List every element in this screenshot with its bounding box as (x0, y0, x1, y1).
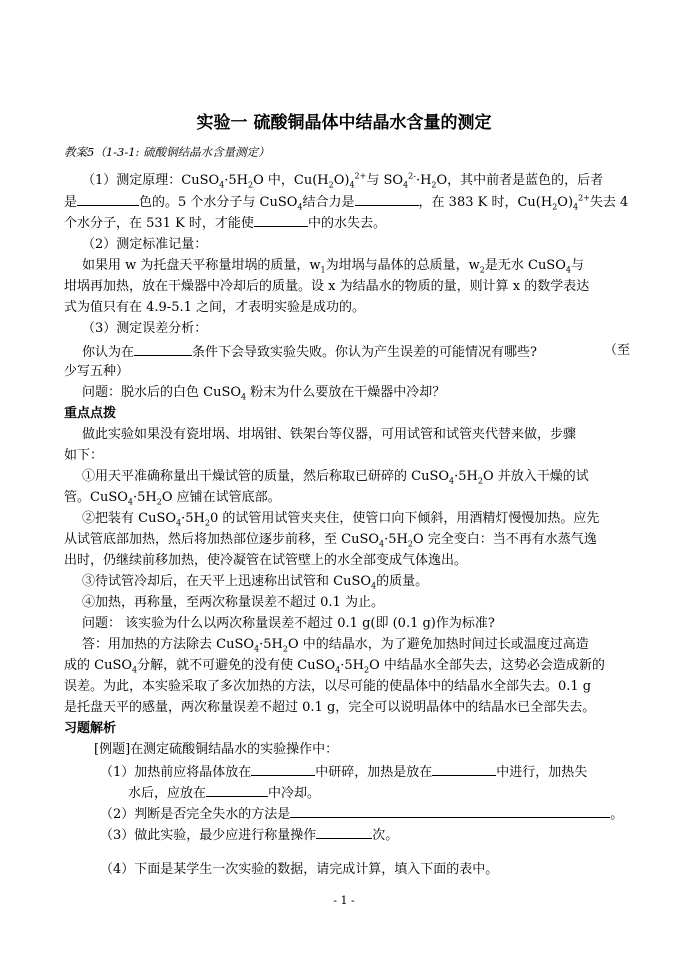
key-line: 如下： (64, 448, 104, 463)
exercise-q4: （4）下面是某学生一次实验的数据，请完成计算，填入下面的表中。 (100, 862, 499, 877)
step-1-line-1: ①用天平准确称量出干燥试管的质量，然后称取已研碎的 $CuSO_4\cdot 5H_2O$ 并放入干燥的试 (82, 469, 589, 486)
step-4-line: ④加热，再称量，至两次称量误差不超过 0.1 为止。 (82, 595, 384, 610)
step-2-line-2: 从试管底部加热，然后将加热部位逐步前移，至 $CuSO_4\cdot 5H_2O$ 完全变白：当不再有水蒸气逸 (64, 532, 597, 549)
exercise-heading: 习题解析 (64, 721, 117, 736)
answer-blank[interactable] (316, 825, 372, 839)
section-heading: （3）测定误差分析： (82, 321, 208, 336)
page-number: - 1 - (333, 894, 355, 907)
answer-blank[interactable] (134, 342, 192, 356)
example-intro: [例题]在测定硫酸铜结晶水的实验操作中： (94, 742, 339, 757)
answer-blank[interactable] (254, 213, 308, 227)
answer-line-3: 误差。为此，本实验采取了多次加热的方法，以尽可能的使晶体中的结晶水全部失去。0.1 g (64, 679, 592, 694)
answer-line-4: 是托盘天平的感量，两次称量误差不超过 0.1 g，完全可以说明晶体中的结晶水已全部失去。 (64, 700, 596, 715)
step-2-line-3: 出时，仍继续前移加热，使冷凝管在试管壁上的水全部变成气体逸出。 (64, 553, 468, 568)
error-line-1: 你认为在 条件下会导致实验失败。你认为产生误差的可能情况有哪些? （至 (82, 343, 630, 360)
key-line: 做此实验如果没有瓷坩埚、坩埚钳、铁架台等仪器，可用试管和试管夹代替来做，步骤 (82, 427, 577, 442)
step-2-line-1: ②把装有 $CuSO_4\cdot 5H_20$ 的试管用试管夹夹住，使管口向下倾斜，用酒精灯慢慢加热。应先 (82, 511, 600, 528)
standard-line-3: 式为值只有在 4.9-5.1 之间，才表明实验是成功的。 (64, 300, 366, 315)
answer-blank[interactable] (251, 762, 315, 776)
answer-blank[interactable] (355, 192, 419, 206)
key-question: 问题： 该实验为什么以两次称量误差不超过 0.1 g(即 (0.1 g)作为标准? (82, 616, 495, 631)
exercise-q3: （3）做此实验，最少应进行称量操作 次。 (100, 825, 398, 845)
error-line-2: 少写五种） (64, 364, 130, 379)
answer-line-2: 成的 CuSO$_4$分解，就不可避免的没有使 $CuSO_4\cdot 5H_2O$ 中结晶水全部失去，这势必会造成新的 (64, 658, 605, 675)
principle-line-1: （1）测定原理：$CuSO_4\cdot 5H_2O$ 中，$Cu(H_2O)_4^{2+}$与 $SO_4^{2-}\cdot H_2O$，其中前者是蓝色的，后者 (82, 171, 604, 190)
principle-line-2: 是 色的。5 个水分子与 CuSO$_4$结合力是 ，在 383 K 时，$Cu(H_2O)_4^{2+}$失去 4 (64, 193, 629, 212)
standard-line-2: 坩埚再加热，放在干燥器中冷却后的质量。设 x 为结晶水的物质的量，则计算 x 的数学表达 (64, 279, 590, 294)
answer-blank[interactable] (206, 783, 268, 797)
error-question: 问题：脱水后的白色 CuSO$_4$ 粉末为什么要放在干燥器中冷却？ (82, 385, 446, 402)
answer-blank[interactable] (432, 762, 496, 776)
section-heading: （2）测定标准记量： (82, 237, 208, 252)
key-points-heading: 重点点拨 (64, 406, 117, 421)
answer-line-1: 答：用加热的方法除去 $CuSO_4\cdot 5H_2O$ 中的结晶水，为了避免加热时间过长或温度过高造 (82, 637, 589, 654)
page-title: 实验一 硫酸铜晶体中结晶水含量的测定 (196, 113, 492, 133)
answer-blank[interactable] (77, 192, 139, 206)
exercise-q1-line-1: （1）加热前应将晶体放在 中研碎，加热是放在 中进行，加热失 (100, 762, 587, 782)
principle-line-3: 个水分子，在 531 K 时，才能使 中的水失去。 (64, 213, 386, 233)
step-1-line-2: 管。$CuSO_4\cdot 5H_2O$ 应铺在试管底部。 (64, 490, 281, 507)
step-3-line: ③待试管冷却后，在天平上迅速称出试管和 CuSO$_4$的质量。 (82, 574, 429, 591)
lesson-subtitle: 教案5（1-3-1: 硫酸铜结晶水含量测定） (64, 145, 270, 159)
answer-blank[interactable] (290, 804, 610, 818)
standard-line-1: 如果用 w 为托盘天平称量坩埚的质量，$w_1$为坩埚与晶体的总质量，$w_2$是无水 CuSO$_4$与 (82, 258, 584, 275)
exercise-q1-line-2: 水后，应放在 中冷却。 (128, 783, 320, 803)
exercise-q2: （2）判断是否完全失水的方法是 。 (100, 804, 623, 824)
